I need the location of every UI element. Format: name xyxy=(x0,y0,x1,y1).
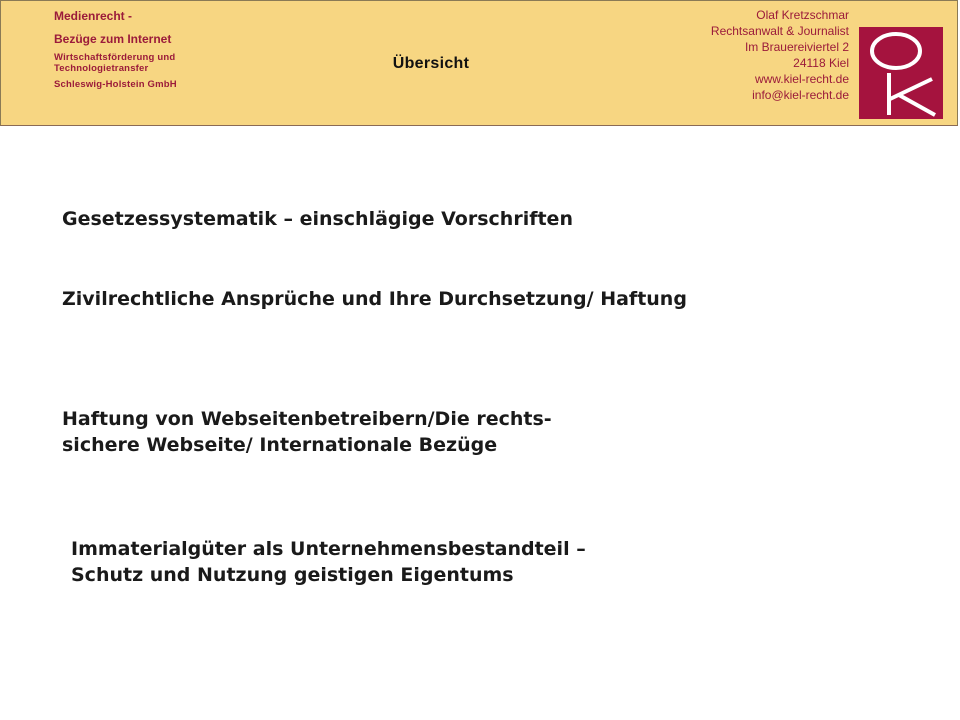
address-city: 24118 Kiel xyxy=(793,56,849,70)
topic-line: Schutz und Nutzung geistigen Eigentums xyxy=(71,564,514,586)
topic-line: Haftung von Webseitenbetreibern/Die rechts- xyxy=(62,408,552,430)
topic-line: Gesetzessystematik – einschlägige Vorschriften xyxy=(62,208,573,230)
topic-line: sichere Webseite/ Internationale Bezüge xyxy=(62,434,498,456)
topic-item xyxy=(62,206,573,232)
email-link[interactable]: info@kiel-recht.de xyxy=(752,88,849,102)
ok-monogram-logo xyxy=(859,27,943,119)
event-title: Medienrecht - xyxy=(54,9,133,23)
event-subtitle: Bezüge zum Internet xyxy=(54,32,172,46)
address-street: Im Brauereiviertel 2 xyxy=(744,40,849,54)
topic-item xyxy=(62,286,687,312)
topic-line: Immaterialgüter als Unternehmensbestandteil – xyxy=(71,538,586,560)
contact-info xyxy=(609,7,849,103)
event-info xyxy=(54,7,254,90)
slide-header xyxy=(0,0,958,126)
topic-line: Zivilrechtliche Ansprüche und Ihre Durchsetzung/ Haftung xyxy=(62,288,687,310)
organizer-company: Schleswig-Holstein GmbH xyxy=(54,79,177,90)
author-profession: Rechtsanwalt & Journalist xyxy=(710,24,849,38)
website-link[interactable]: www.kiel-recht.de xyxy=(754,72,849,86)
ok-logo-icon xyxy=(859,27,943,119)
author-name: Olaf Kretzschmar xyxy=(756,8,849,22)
slide-title: Übersicht xyxy=(392,55,470,72)
organizer-name: Wirtschaftsförderung und Technologietransfer xyxy=(54,52,176,74)
topic-item xyxy=(71,536,586,588)
topic-item xyxy=(62,406,552,458)
